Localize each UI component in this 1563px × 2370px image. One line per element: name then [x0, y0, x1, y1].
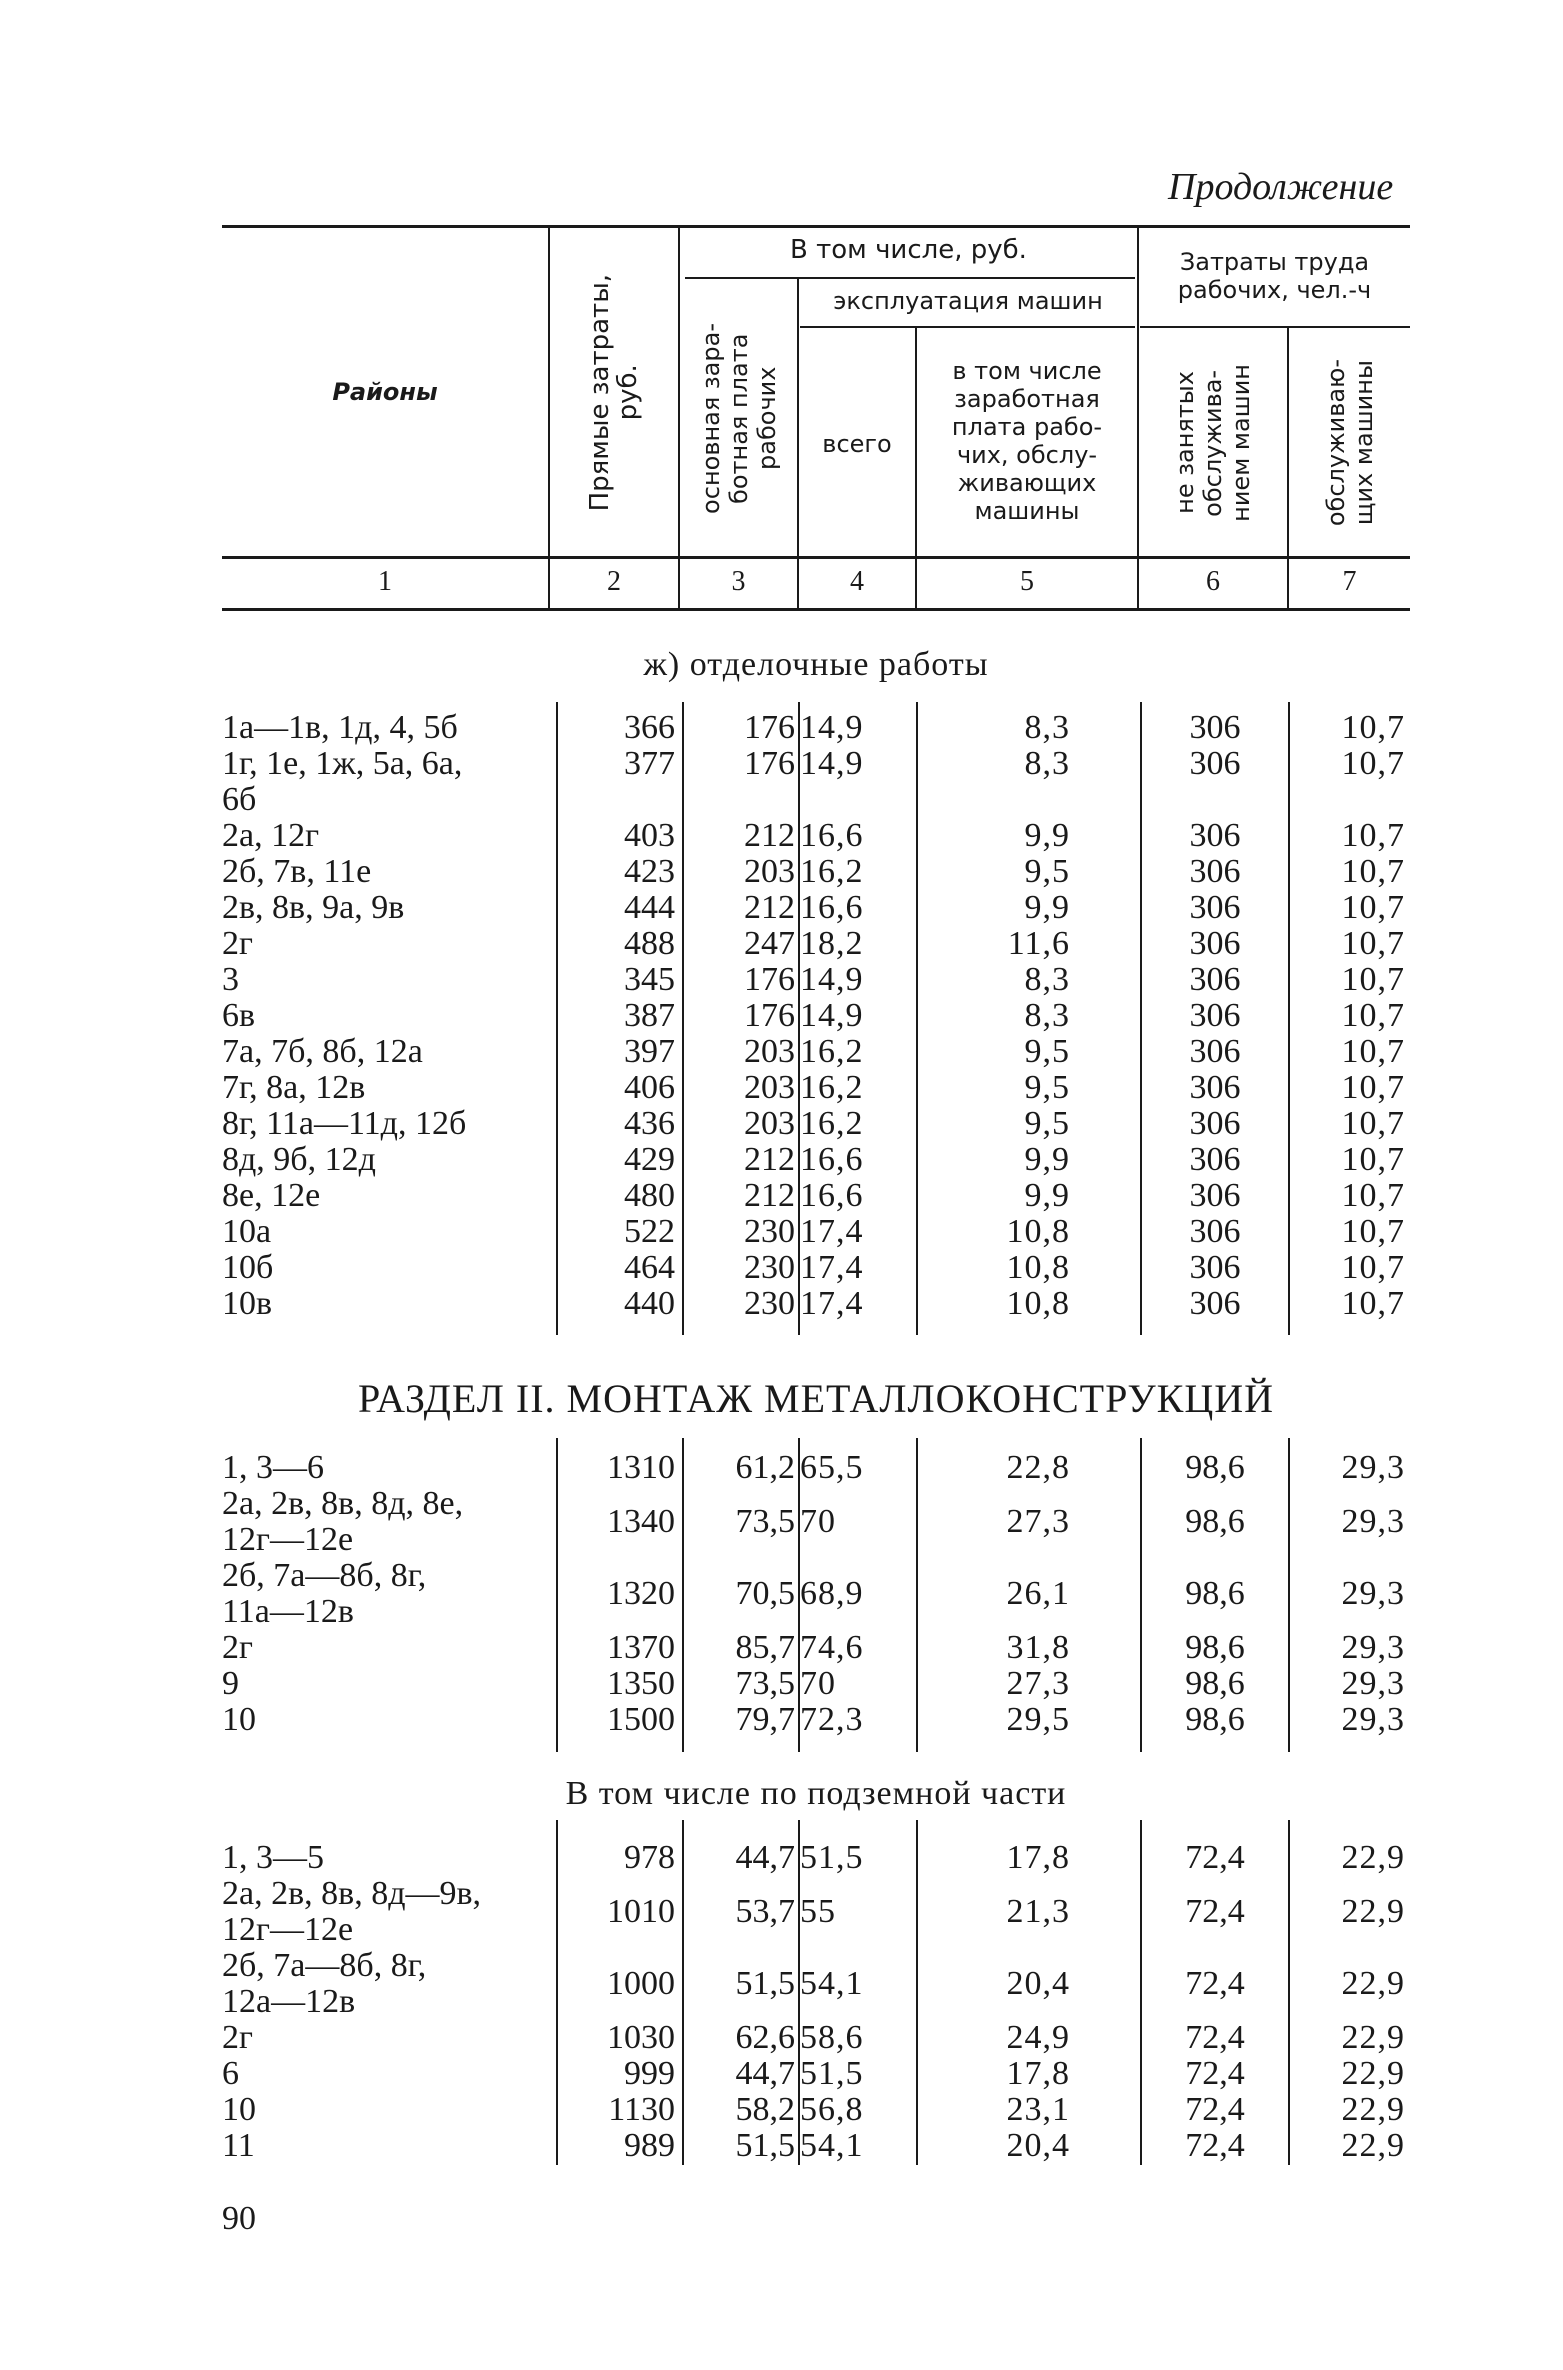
- col-number-5: 5: [1020, 566, 1034, 597]
- labor-group-rule: [1140, 326, 1410, 328]
- continuation-label: Продолжение: [1168, 166, 1394, 208]
- base-wage-cell: 70,5: [735, 1575, 795, 1612]
- region-cell: 10: [222, 2091, 256, 2128]
- base-wage-cell: 61,2: [735, 1449, 795, 1486]
- labor-not-machine-cell: 306: [1189, 1105, 1241, 1142]
- region-cell: 2б, 7а—8б, 8г,: [222, 1557, 427, 1594]
- labor-machine-cell: 29,3: [1341, 1665, 1405, 1702]
- machine-group-rule: [800, 326, 1135, 328]
- region-cell: 1а—1в, 1д, 4, 5б: [222, 709, 458, 746]
- colnum-bottom-rule: [222, 608, 1410, 611]
- machine-total-cell: 18,2: [800, 925, 864, 962]
- labor-machine-cell: 29,3: [1341, 1503, 1405, 1540]
- region-cell: 10а: [222, 1213, 272, 1250]
- labor-machine-cell: 10,7: [1341, 1033, 1405, 1070]
- header-total: всего: [822, 430, 892, 458]
- direct-costs-cell: 397: [624, 1033, 675, 1070]
- region-cell: 8г, 11а—11д, 12б: [222, 1105, 467, 1142]
- labor-not-machine-cell: 72,4: [1185, 1965, 1245, 2002]
- labor-not-machine-cell: 72,4: [1185, 1839, 1245, 1876]
- direct-costs-cell: 1340: [607, 1503, 675, 1540]
- machine-wage-cell: 20,4: [1006, 2127, 1070, 2164]
- col-number-4: 4: [850, 566, 864, 597]
- machine-wage-cell: 27,3: [1006, 1503, 1070, 1540]
- direct-costs-cell: 1010: [607, 1893, 675, 1930]
- labor-not-machine-cell: 72,4: [1185, 1893, 1245, 1930]
- region-cell: 2г: [222, 1629, 253, 1666]
- table-row: [0, 1876, 1563, 1948]
- base-wage-cell: 79,7: [735, 1701, 795, 1738]
- region-cell: 8д, 9б, 12д: [222, 1141, 376, 1178]
- section-title-part-2: РАЗДЕЛ II. МОНТАЖ МЕТАЛЛОКОНСТРУКЦИЙ: [357, 1376, 1275, 1421]
- machine-total-cell: 70: [800, 1503, 836, 1540]
- labor-machine-cell: 22,9: [1341, 1839, 1405, 1876]
- header-bottom-rule: [222, 556, 1410, 559]
- base-wage-cell: 62,6: [735, 2019, 795, 2056]
- machine-total-cell: 16,6: [800, 1141, 864, 1178]
- region-cell: 6: [222, 2055, 239, 2092]
- table-row: [0, 1070, 1563, 1106]
- machine-wage-cell: 9,5: [1024, 1105, 1070, 1142]
- machine-wage-cell: 17,8: [1006, 2055, 1070, 2092]
- labor-machine-cell: 29,3: [1341, 1449, 1405, 1486]
- labor-not-machine-cell: 72,4: [1185, 2091, 1245, 2128]
- base-wage-cell: 212: [744, 889, 795, 926]
- region-cell: 2а, 12г: [222, 817, 320, 854]
- machine-total-cell: 55: [800, 1893, 836, 1930]
- machine-wage-cell: 31,8: [1006, 1629, 1070, 1666]
- machine-total-cell: 58,6: [800, 2019, 864, 2056]
- labor-not-machine-cell: 98,6: [1185, 1449, 1245, 1486]
- base-wage-cell: 176: [744, 709, 795, 746]
- labor-not-machine-cell: 306: [1189, 1177, 1241, 1214]
- direct-costs-cell: 999: [624, 2055, 675, 2092]
- table-row: [0, 854, 1563, 890]
- direct-costs-cell: 436: [624, 1105, 675, 1142]
- base-wage-cell: 203: [744, 1069, 795, 1106]
- direct-costs-cell: 444: [624, 889, 675, 926]
- direct-costs-cell: 1000: [607, 1965, 675, 2002]
- direct-costs-cell: 464: [624, 1249, 675, 1286]
- machine-wage-cell: 27,3: [1006, 1665, 1070, 1702]
- header-not-machine: не занятых обслужива- нием машин: [1171, 364, 1255, 522]
- machine-total-cell: 16,6: [800, 889, 864, 926]
- table-row: [0, 818, 1563, 854]
- col-number-7: 7: [1342, 566, 1357, 597]
- labor-machine-cell: 22,9: [1341, 2019, 1405, 2056]
- direct-costs-cell: 1320: [607, 1575, 675, 1612]
- region-cell: 1г, 1е, 1ж, 5а, 6а,: [222, 745, 463, 782]
- base-wage-cell: 212: [744, 1141, 795, 1178]
- machine-total-cell: 16,2: [800, 1069, 864, 1106]
- labor-machine-cell: 10,7: [1341, 1249, 1405, 1286]
- table-row: [0, 1286, 1563, 1322]
- labor-not-machine-cell: 306: [1189, 889, 1241, 926]
- machine-wage-cell: 10,8: [1006, 1285, 1070, 1322]
- machine-wage-cell: 21,3: [1006, 1893, 1070, 1930]
- section-title-underground: В том числе по подземной части: [565, 1775, 1067, 1812]
- table-row: [0, 926, 1563, 962]
- base-wage-cell: 247: [744, 925, 795, 962]
- region-cell: 10в: [222, 1285, 273, 1322]
- machine-total-cell: 17,4: [800, 1213, 864, 1250]
- section-title-finishing: ж) отделочные работы: [643, 646, 989, 683]
- region-cell: 3: [222, 961, 239, 998]
- base-wage-cell: 51,5: [735, 2127, 795, 2164]
- header-direct-costs: Прямые затраты, руб.: [585, 274, 643, 512]
- labor-machine-cell: 29,3: [1341, 1575, 1405, 1612]
- base-wage-cell: 230: [744, 1249, 795, 1286]
- header-not-machine-wrap: [1139, 330, 1287, 556]
- direct-costs-cell: 522: [624, 1213, 675, 1250]
- machine-total-cell: 54,1: [800, 2127, 864, 2164]
- base-wage-cell: 53,7: [735, 1893, 795, 1930]
- labor-not-machine-cell: 306: [1189, 1033, 1241, 1070]
- header-incl-wage: в том числе заработная плата рабо- чих, обслу- живающих машины: [951, 357, 1103, 525]
- header-incl-group: В том числе, руб.: [790, 235, 1027, 265]
- machine-wage-cell: 9,5: [1024, 853, 1070, 890]
- region-cell: 2г: [222, 2019, 253, 2056]
- table-row: [0, 1142, 1563, 1178]
- machine-total-cell: 14,9: [800, 709, 864, 746]
- base-wage-cell: 44,7: [735, 2055, 795, 2092]
- base-wage-cell: 230: [744, 1213, 795, 1250]
- machine-wage-cell: 9,9: [1024, 1177, 1070, 1214]
- base-wage-cell: 73,5: [735, 1503, 795, 1540]
- labor-not-machine-cell: 306: [1189, 925, 1241, 962]
- direct-costs-cell: 978: [624, 1839, 675, 1876]
- base-wage-cell: 212: [744, 1177, 795, 1214]
- base-wage-cell: 176: [744, 961, 795, 998]
- region-cell: 11: [222, 2127, 255, 2164]
- labor-not-machine-cell: 306: [1189, 1213, 1241, 1250]
- labor-machine-cell: 22,9: [1341, 2127, 1405, 2164]
- table-row: [0, 1486, 1563, 1558]
- machine-total-cell: 56,8: [800, 2091, 864, 2128]
- direct-costs-cell: 488: [624, 925, 675, 962]
- region-cell: 2б, 7в, 11е: [222, 853, 372, 890]
- direct-costs-cell: 989: [624, 2127, 675, 2164]
- labor-machine-cell: 10,7: [1341, 817, 1405, 854]
- table-row: [0, 1666, 1563, 1702]
- table-row: [0, 1178, 1563, 1214]
- region-cell: 2в, 8в, 9а, 9в: [222, 889, 405, 926]
- machine-wage-cell: 23,1: [1006, 2091, 1070, 2128]
- machine-wage-cell: 9,5: [1024, 1069, 1070, 1106]
- table-row: [0, 1948, 1563, 2020]
- labor-machine-cell: 22,9: [1341, 2055, 1405, 2092]
- machine-wage-cell: 10,8: [1006, 1249, 1070, 1286]
- machine-total-cell: 17,4: [800, 1249, 864, 1286]
- machine-total-cell: 14,9: [800, 745, 864, 782]
- direct-costs-cell: 423: [624, 853, 675, 890]
- direct-costs-cell: 1370: [607, 1629, 675, 1666]
- incl-group-rule: [685, 277, 1135, 279]
- direct-costs-cell: 480: [624, 1177, 675, 1214]
- table-row: [0, 1214, 1563, 1250]
- table-row: [0, 1250, 1563, 1286]
- direct-costs-cell: 387: [624, 997, 675, 1034]
- machine-total-cell: 14,9: [800, 961, 864, 998]
- labor-not-machine-cell: 306: [1189, 961, 1241, 998]
- machine-wage-cell: 8,3: [1024, 709, 1070, 746]
- machine-total-cell: 16,2: [800, 1105, 864, 1142]
- header-machine-workers-wrap: [1289, 330, 1410, 556]
- base-wage-cell: 212: [744, 817, 795, 854]
- direct-costs-cell: 345: [624, 961, 675, 998]
- region-cell: 7а, 7б, 8б, 12а: [222, 1033, 423, 1070]
- table-row: [0, 1630, 1563, 1666]
- direct-costs-cell: 377: [624, 745, 675, 782]
- direct-costs-cell: 1350: [607, 1665, 675, 1702]
- machine-total-cell: 51,5: [800, 2055, 864, 2092]
- direct-costs-cell: 1310: [607, 1449, 675, 1486]
- region-cell: 10б: [222, 1249, 274, 1286]
- machine-total-cell: 54,1: [800, 1965, 864, 2002]
- header-top-rule: [222, 225, 1410, 228]
- base-wage-cell: 44,7: [735, 1839, 795, 1876]
- region-cell: 2г: [222, 925, 253, 962]
- labor-machine-cell: 10,7: [1341, 1069, 1405, 1106]
- machine-total-cell: 51,5: [800, 1839, 864, 1876]
- region-cell: 9: [222, 1665, 239, 1702]
- region-cell: 2а, 2в, 8в, 8д, 8е,: [222, 1485, 464, 1522]
- machine-wage-cell: 8,3: [1024, 997, 1070, 1034]
- base-wage-cell: 230: [744, 1285, 795, 1322]
- labor-not-machine-cell: 306: [1189, 817, 1241, 854]
- machine-wage-cell: 11,6: [1007, 925, 1070, 962]
- table-row: [0, 1106, 1563, 1142]
- labor-machine-cell: 10,7: [1341, 709, 1405, 746]
- table-row: [0, 2128, 1563, 2164]
- header-base-wage-wrap: [680, 280, 797, 556]
- machine-total-cell: 72,3: [800, 1701, 864, 1738]
- region-cell: 12а—12в: [222, 1983, 356, 2020]
- machine-wage-cell: 29,5: [1006, 1701, 1070, 1738]
- labor-not-machine-cell: 306: [1189, 1141, 1241, 1178]
- labor-machine-cell: 10,7: [1341, 745, 1405, 782]
- labor-machine-cell: 10,7: [1341, 1141, 1405, 1178]
- machine-wage-cell: 8,3: [1024, 961, 1070, 998]
- base-wage-cell: 85,7: [735, 1629, 795, 1666]
- base-wage-cell: 203: [744, 853, 795, 890]
- labor-not-machine-cell: 306: [1189, 997, 1241, 1034]
- labor-not-machine-cell: 306: [1189, 1285, 1241, 1322]
- direct-costs-cell: 1130: [608, 2091, 675, 2128]
- direct-costs-cell: 366: [624, 709, 675, 746]
- machine-wage-cell: 9,5: [1024, 1033, 1070, 1070]
- table-row: [0, 710, 1563, 746]
- col-number-1: 1: [378, 566, 392, 597]
- col-number-2: 2: [607, 566, 621, 597]
- labor-not-machine-cell: 72,4: [1185, 2127, 1245, 2164]
- region-cell: 1, 3—6: [222, 1449, 324, 1486]
- direct-costs-cell: 429: [624, 1141, 675, 1178]
- machine-wage-cell: 26,1: [1006, 1575, 1070, 1612]
- table-row: [0, 998, 1563, 1034]
- table-row: [0, 1450, 1563, 1486]
- labor-machine-cell: 10,7: [1341, 1213, 1405, 1250]
- labor-not-machine-cell: 306: [1189, 709, 1241, 746]
- machine-total-cell: 68,9: [800, 1575, 864, 1612]
- base-wage-cell: 203: [744, 1033, 795, 1070]
- machine-total-cell: 16,2: [800, 1033, 864, 1070]
- page-number: 90: [222, 2200, 256, 2237]
- labor-machine-cell: 29,3: [1341, 1629, 1405, 1666]
- table-row: [0, 1558, 1563, 1630]
- table-row: [0, 1840, 1563, 1876]
- header-region: Районы: [332, 378, 438, 406]
- header-direct-costs-wrap: [550, 230, 678, 556]
- region-cell: 2а, 2в, 8в, 8д—9в,: [222, 1875, 482, 1912]
- region-cell: 6в: [222, 997, 256, 1034]
- region-cell: 12г—12е: [222, 1521, 354, 1558]
- labor-not-machine-cell: 98,6: [1185, 1701, 1245, 1738]
- base-wage-cell: 203: [744, 1105, 795, 1142]
- direct-costs-cell: 406: [624, 1069, 675, 1106]
- labor-not-machine-cell: 98,6: [1185, 1503, 1245, 1540]
- labor-machine-cell: 22,9: [1341, 1965, 1405, 2002]
- machine-wage-cell: 9,9: [1024, 1141, 1070, 1178]
- base-wage-cell: 51,5: [735, 1965, 795, 2002]
- table-row: [0, 2056, 1563, 2092]
- header-machine-workers: обслуживаю- щих машины: [1321, 359, 1378, 527]
- direct-costs-cell: 1030: [607, 2019, 675, 2056]
- machine-wage-cell: 9,9: [1024, 889, 1070, 926]
- header-base-wage: основная зара- ботная плата рабочих: [696, 322, 781, 514]
- direct-costs-cell: 1500: [607, 1701, 675, 1738]
- direct-costs-cell: 403: [624, 817, 675, 854]
- table-row: [0, 890, 1563, 926]
- direct-costs-cell: 440: [624, 1285, 675, 1322]
- machine-wage-cell: 17,8: [1006, 1839, 1070, 1876]
- machine-total-cell: 16,6: [800, 817, 864, 854]
- region-cell: 1, 3—5: [222, 1839, 324, 1876]
- base-wage-cell: 176: [744, 997, 795, 1034]
- machine-total-cell: 70: [800, 1665, 836, 1702]
- machine-total-cell: 65,5: [800, 1449, 864, 1486]
- labor-machine-cell: 10,7: [1341, 853, 1405, 890]
- base-wage-cell: 73,5: [735, 1665, 795, 1702]
- labor-not-machine-cell: 72,4: [1185, 2019, 1245, 2056]
- region-cell: 7г, 8а, 12в: [222, 1069, 366, 1106]
- region-cell: 11а—12в: [222, 1593, 354, 1630]
- table-row: [0, 746, 1563, 818]
- labor-not-machine-cell: 98,6: [1185, 1629, 1245, 1666]
- header-labor-group: Затраты труда рабочих, чел.-ч: [1177, 248, 1372, 304]
- labor-machine-cell: 10,7: [1341, 925, 1405, 962]
- machine-wage-cell: 8,3: [1024, 745, 1070, 782]
- labor-machine-cell: 10,7: [1341, 1177, 1405, 1214]
- base-wage-cell: 58,2: [735, 2091, 795, 2128]
- machine-total-cell: 74,6: [800, 1629, 864, 1666]
- machine-total-cell: 16,6: [800, 1177, 864, 1214]
- machine-wage-cell: 22,8: [1006, 1449, 1070, 1486]
- labor-machine-cell: 10,7: [1341, 997, 1405, 1034]
- labor-machine-cell: 10,7: [1341, 889, 1405, 926]
- table-row: [0, 1702, 1563, 1738]
- table-row: [0, 962, 1563, 998]
- col-number-3: 3: [731, 566, 746, 597]
- labor-not-machine-cell: 98,6: [1185, 1665, 1245, 1702]
- machine-total-cell: 16,2: [800, 853, 864, 890]
- machine-wage-cell: 10,8: [1006, 1213, 1070, 1250]
- labor-machine-cell: 10,7: [1341, 1105, 1405, 1142]
- machine-total-cell: 14,9: [800, 997, 864, 1034]
- region-cell: 6б: [222, 781, 257, 818]
- base-wage-cell: 176: [744, 745, 795, 782]
- labor-not-machine-cell: 306: [1189, 853, 1241, 890]
- region-cell: 10: [222, 1701, 256, 1738]
- labor-machine-cell: 22,9: [1341, 2091, 1405, 2128]
- col-number-6: 6: [1206, 566, 1220, 597]
- labor-not-machine-cell: 306: [1189, 1249, 1241, 1286]
- table-row: [0, 2020, 1563, 2056]
- table-row: [0, 1034, 1563, 1070]
- labor-not-machine-cell: 306: [1189, 745, 1241, 782]
- labor-machine-cell: 29,3: [1341, 1701, 1405, 1738]
- region-cell: 2б, 7а—8б, 8г,: [222, 1947, 427, 1984]
- labor-machine-cell: 10,7: [1341, 1285, 1405, 1322]
- labor-not-machine-cell: 98,6: [1185, 1575, 1245, 1612]
- machine-wage-cell: 20,4: [1006, 1965, 1070, 2002]
- labor-machine-cell: 22,9: [1341, 1893, 1405, 1930]
- labor-machine-cell: 10,7: [1341, 961, 1405, 998]
- labor-not-machine-cell: 306: [1189, 1069, 1241, 1106]
- machine-wage-cell: 24,9: [1006, 2019, 1070, 2056]
- region-cell: 8е, 12е: [222, 1177, 321, 1214]
- machine-total-cell: 17,4: [800, 1285, 864, 1322]
- region-cell: 12г—12е: [222, 1911, 354, 1948]
- machine-wage-cell: 9,9: [1024, 817, 1070, 854]
- table-row: [0, 2092, 1563, 2128]
- labor-not-machine-cell: 72,4: [1185, 2055, 1245, 2092]
- header-machine-group: эксплуатация машин: [833, 287, 1103, 315]
